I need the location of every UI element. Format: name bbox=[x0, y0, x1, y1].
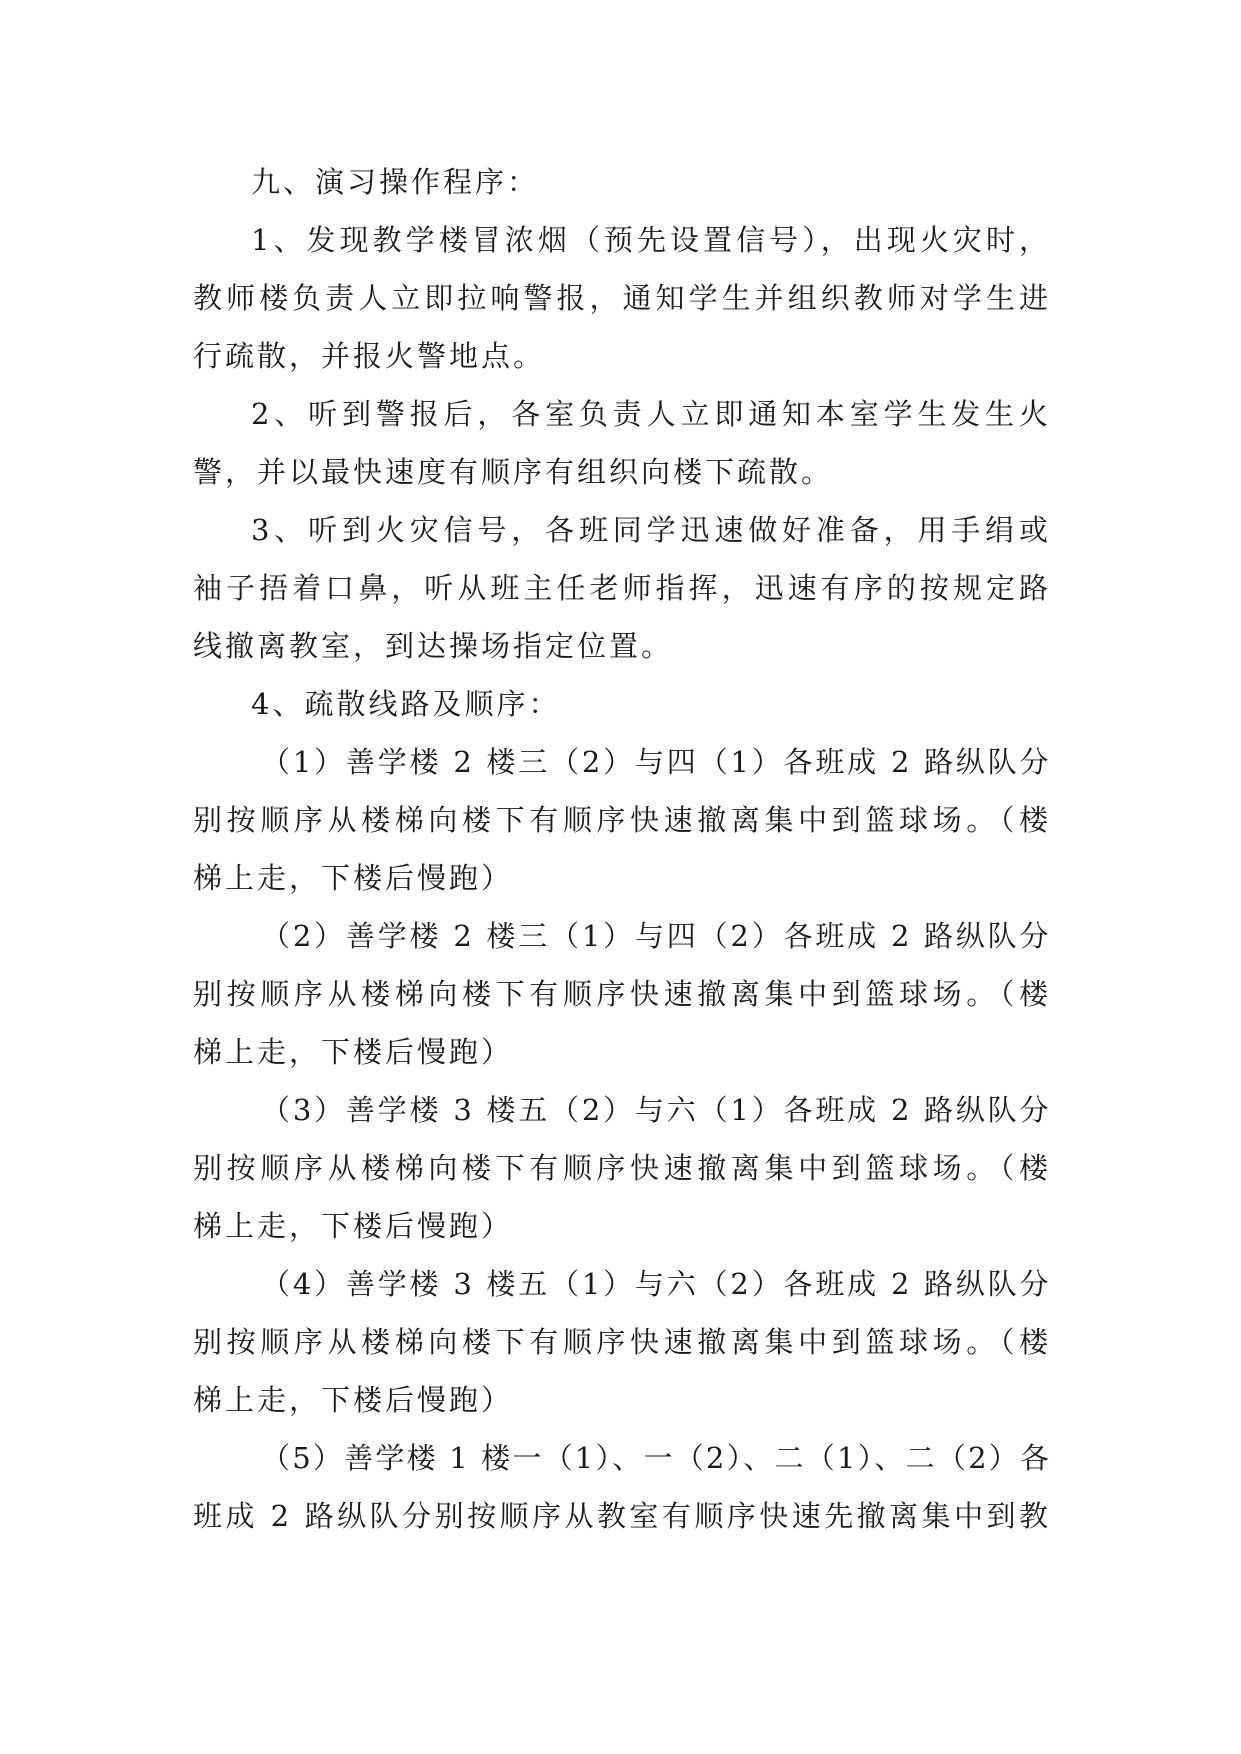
document-page bbox=[193, 153, 1051, 1545]
text-line: （4）善学楼 3 楼五（1）与六（2）各班成 2 路纵队分 bbox=[261, 1267, 1051, 1301]
text-line: （5）善学楼 1 楼一（1）、一（2）、二（1）、二（2）各 bbox=[261, 1441, 1051, 1475]
paragraph-step-2 bbox=[193, 385, 1051, 501]
text-line: 梯上走，下楼后慢跑） bbox=[193, 1383, 514, 1417]
text-line: 2、听到警报后，各室负责人立即通知本室学生发生火 bbox=[251, 397, 1051, 431]
text-line: 袖子捂着口鼻，听从班主任老师指挥，迅速有序的按规定路 bbox=[193, 571, 1051, 605]
text-line: 4、疏散线路及顺序： bbox=[251, 687, 561, 721]
text-line: 行疏散，并报火警地点。 bbox=[193, 339, 546, 373]
text-line: 教师楼负责人立即拉响警报，通知学生并组织教师对学生进 bbox=[193, 281, 1051, 315]
text-line: （1）善学楼 2 楼三（2）与四（1）各班成 2 路纵队分 bbox=[261, 745, 1051, 779]
route-item-1 bbox=[193, 733, 1051, 907]
route-item-3 bbox=[193, 1081, 1051, 1255]
text-line: 3、听到火灾信号，各班同学迅速做好准备，用手绢或 bbox=[251, 513, 1051, 547]
text-line: 别按顺序从楼梯向楼下有顺序快速撤离集中到篮球场。（楼 bbox=[193, 1325, 1051, 1359]
route-item-2 bbox=[193, 907, 1051, 1081]
text-line: 别按顺序从楼梯向楼下有顺序快速撤离集中到篮球场。（楼 bbox=[193, 977, 1051, 1011]
route-item-5 bbox=[193, 1429, 1051, 1545]
text-line: 梯上走，下楼后慢跑） bbox=[193, 1209, 514, 1243]
text-line: 警，并以最快速度有顺序有组织向楼下疏散。 bbox=[193, 455, 834, 489]
paragraph-step-4 bbox=[193, 675, 1051, 733]
text-line: 班成 2 路纵队分别按顺序从教室有顺序快速先撤离集中到教 bbox=[193, 1499, 1051, 1533]
text-line: 别按顺序从楼梯向楼下有顺序快速撤离集中到篮球场。（楼 bbox=[193, 803, 1051, 837]
section-heading bbox=[193, 153, 1051, 211]
text-line: 1、发现教学楼冒浓烟（预先设置信号），出现火灾时， bbox=[251, 223, 1051, 257]
text-line: （2）善学楼 2 楼三（1）与四（2）各班成 2 路纵队分 bbox=[261, 919, 1051, 953]
text-line: 梯上走，下楼后慢跑） bbox=[193, 1035, 514, 1069]
paragraph-step-3 bbox=[193, 501, 1051, 675]
text-line: 九、演习操作程序： bbox=[251, 165, 540, 199]
text-line: 梯上走，下楼后慢跑） bbox=[193, 861, 514, 895]
route-item-4 bbox=[193, 1255, 1051, 1429]
text-line: （3）善学楼 3 楼五（2）与六（1）各班成 2 路纵队分 bbox=[261, 1093, 1051, 1127]
paragraph-step-1 bbox=[193, 211, 1051, 385]
text-line: 别按顺序从楼梯向楼下有顺序快速撤离集中到篮球场。（楼 bbox=[193, 1151, 1051, 1185]
text-line: 线撤离教室，到达操场指定位置。 bbox=[193, 629, 674, 663]
